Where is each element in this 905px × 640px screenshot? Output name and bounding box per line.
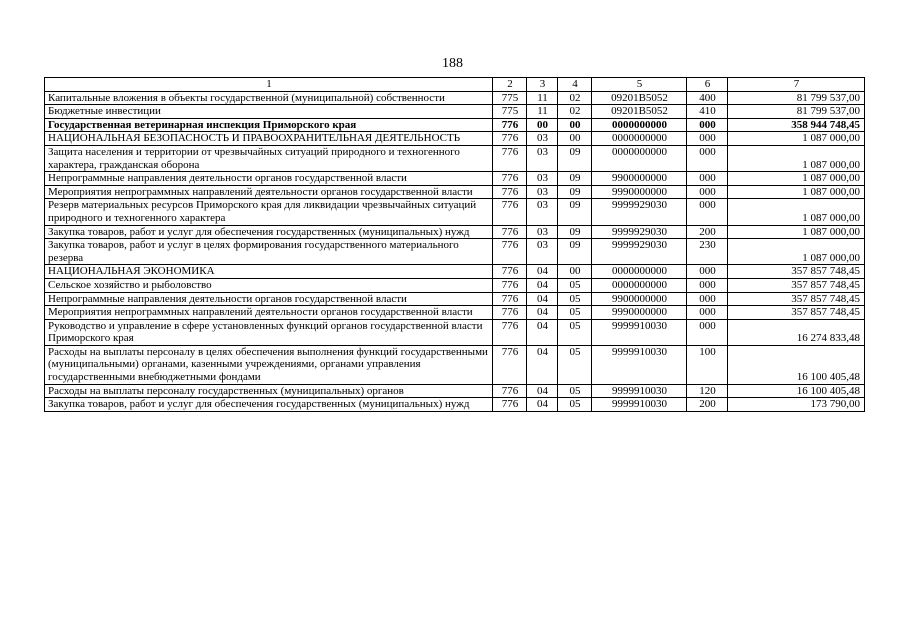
cell-code-4: 05: [558, 384, 592, 398]
cell-code-2: 776: [493, 172, 527, 186]
row-name-cell: Капитальные вложения в объекты государственной (муниципальной) собственности: [45, 91, 493, 105]
cell-code-5: 9999910030: [592, 345, 687, 384]
table-row: [45, 199, 865, 225]
row-amount-cell: 358 944 748,45: [728, 118, 865, 132]
row-amount-cell: 1 087 000,00: [728, 172, 865, 186]
cell-code-2: 776: [493, 398, 527, 412]
cell-code-2: 776: [493, 199, 527, 225]
cell-code-4: 00: [558, 265, 592, 279]
table-row: [45, 91, 865, 105]
cell-code-4: 09: [558, 145, 592, 171]
row-name-cell: Непрограммные направления деятельности органов государственной власти: [45, 172, 493, 186]
row-name-cell: Бюджетные инвестиции: [45, 105, 493, 119]
column-header: 1: [45, 78, 493, 92]
table-row: [45, 172, 865, 186]
cell-code-6: 000: [687, 185, 728, 199]
cell-code-6: 400: [687, 91, 728, 105]
cell-code-4: 09: [558, 185, 592, 199]
cell-code-3: 03: [527, 239, 558, 265]
cell-code-3: 04: [527, 306, 558, 320]
cell-code-4: 02: [558, 91, 592, 105]
cell-code-3: 03: [527, 185, 558, 199]
cell-code-2: 776: [493, 319, 527, 345]
cell-code-5: 09201B5052: [592, 91, 687, 105]
table-header-row: [45, 78, 865, 92]
table-row: [45, 345, 865, 384]
row-amount-cell: 357 857 748,45: [728, 278, 865, 292]
cell-code-2: 776: [493, 384, 527, 398]
row-amount-cell: 16 274 833,48: [728, 319, 865, 345]
cell-code-5: 9999910030: [592, 319, 687, 345]
column-header: 3: [527, 78, 558, 92]
cell-code-3: 03: [527, 199, 558, 225]
table-row: [45, 105, 865, 119]
cell-code-5: 09201B5052: [592, 105, 687, 119]
cell-code-4: 05: [558, 398, 592, 412]
cell-code-2: 775: [493, 105, 527, 119]
cell-code-6: 000: [687, 292, 728, 306]
cell-code-5: 0000000000: [592, 265, 687, 279]
cell-code-3: 03: [527, 172, 558, 186]
cell-code-6: 200: [687, 225, 728, 239]
table-row: [45, 185, 865, 199]
cell-code-6: 000: [687, 145, 728, 171]
cell-code-6: 120: [687, 384, 728, 398]
cell-code-6: 000: [687, 118, 728, 132]
cell-code-5: 0000000000: [592, 278, 687, 292]
row-amount-cell: 16 100 405,48: [728, 384, 865, 398]
cell-code-6: 000: [687, 278, 728, 292]
cell-code-4: 09: [558, 239, 592, 265]
cell-code-5: 0000000000: [592, 132, 687, 146]
row-amount-cell: 357 857 748,45: [728, 306, 865, 320]
cell-code-3: 04: [527, 384, 558, 398]
cell-code-6: 000: [687, 319, 728, 345]
cell-code-6: 000: [687, 199, 728, 225]
cell-code-6: 200: [687, 398, 728, 412]
cell-code-6: 410: [687, 105, 728, 119]
cell-code-5: 0000000000: [592, 145, 687, 171]
column-header: 6: [687, 78, 728, 92]
table-row: [45, 145, 865, 171]
cell-code-3: 04: [527, 398, 558, 412]
row-amount-cell: 81 799 537,00: [728, 105, 865, 119]
row-name-cell: Резерв материальных ресурсов Приморского края для ликвидации чрезвычайных ситуаций природного и техногенного характера: [45, 199, 493, 225]
cell-code-4: 00: [558, 118, 592, 132]
table-row: [45, 292, 865, 306]
row-name-cell: Расходы на выплаты персоналу государственных (муниципальных) органов: [45, 384, 493, 398]
cell-code-4: 05: [558, 278, 592, 292]
row-amount-cell: 173 790,00: [728, 398, 865, 412]
cell-code-4: 05: [558, 319, 592, 345]
cell-code-5: 9999910030: [592, 384, 687, 398]
table-row: [45, 225, 865, 239]
row-name-cell: Мероприятия непрограммных направлений деятельности органов государственной власти: [45, 306, 493, 320]
cell-code-3: 00: [527, 118, 558, 132]
cell-code-3: 04: [527, 319, 558, 345]
cell-code-5: 9900000000: [592, 172, 687, 186]
table-row: [45, 265, 865, 279]
cell-code-3: 03: [527, 225, 558, 239]
cell-code-2: 776: [493, 225, 527, 239]
table-row: [45, 306, 865, 320]
table-row: [45, 384, 865, 398]
cell-code-4: 05: [558, 345, 592, 384]
cell-code-6: 100: [687, 345, 728, 384]
cell-code-6: 000: [687, 265, 728, 279]
cell-code-2: 776: [493, 145, 527, 171]
column-header: 7: [728, 78, 865, 92]
column-header: 2: [493, 78, 527, 92]
row-name-cell: Руководство и управление в сфере установленных функций органов государственной власти Приморского края: [45, 319, 493, 345]
cell-code-2: 776: [493, 185, 527, 199]
table-row: [45, 278, 865, 292]
cell-code-6: 000: [687, 132, 728, 146]
cell-code-4: 09: [558, 172, 592, 186]
cell-code-5: 9990000000: [592, 306, 687, 320]
table-row: [45, 239, 865, 265]
cell-code-2: 776: [493, 132, 527, 146]
cell-code-3: 11: [527, 105, 558, 119]
cell-code-2: 776: [493, 306, 527, 320]
cell-code-5: 9999929030: [592, 225, 687, 239]
row-amount-cell: 1 087 000,00: [728, 132, 865, 146]
column-header: 4: [558, 78, 592, 92]
row-name-cell: Защита населения и территории от чрезвычайных ситуаций природного и техногенного характера, гражданская оборона: [45, 145, 493, 171]
row-amount-cell: 16 100 405,48: [728, 345, 865, 384]
cell-code-5: 9990000000: [592, 185, 687, 199]
cell-code-2: 776: [493, 278, 527, 292]
cell-code-5: 9900000000: [592, 292, 687, 306]
row-amount-cell: 81 799 537,00: [728, 91, 865, 105]
row-amount-cell: 357 857 748,45: [728, 292, 865, 306]
cell-code-4: 05: [558, 292, 592, 306]
cell-code-4: 02: [558, 105, 592, 119]
cell-code-3: 04: [527, 345, 558, 384]
cell-code-4: 09: [558, 199, 592, 225]
row-name-cell: НАЦИОНАЛЬНАЯ БЕЗОПАСНОСТЬ И ПРАВООХРАНИТЕЛЬНАЯ ДЕЯТЕЛЬНОСТЬ: [45, 132, 493, 146]
cell-code-3: 04: [527, 278, 558, 292]
page-number: 188: [442, 56, 463, 71]
cell-code-5: 9999929030: [592, 239, 687, 265]
cell-code-5: 9999910030: [592, 398, 687, 412]
cell-code-3: 03: [527, 145, 558, 171]
cell-code-2: 775: [493, 91, 527, 105]
row-amount-cell: 1 087 000,00: [728, 185, 865, 199]
cell-code-2: 776: [493, 239, 527, 265]
cell-code-6: 000: [687, 172, 728, 186]
cell-code-4: 05: [558, 306, 592, 320]
row-name-cell: Закупка товаров, работ и услуг в целях формирования государственного материального резерва: [45, 239, 493, 265]
cell-code-3: 04: [527, 292, 558, 306]
cell-code-5: 9999929030: [592, 199, 687, 225]
row-name-cell: Мероприятия непрограммных направлений деятельности органов государственной власти: [45, 185, 493, 199]
row-name-cell: Закупка товаров, работ и услуг для обеспечения государственных (муниципальных) нужд: [45, 398, 493, 412]
row-name-cell: Государственная ветеринарная инспекция Приморского края: [45, 118, 493, 132]
cell-code-4: 00: [558, 132, 592, 146]
table-row: [45, 398, 865, 412]
cell-code-6: 230: [687, 239, 728, 265]
cell-code-2: 776: [493, 118, 527, 132]
table-row: [45, 132, 865, 146]
row-amount-cell: 1 087 000,00: [728, 225, 865, 239]
cell-code-3: 03: [527, 132, 558, 146]
table-row: [45, 319, 865, 345]
column-header: 5: [592, 78, 687, 92]
cell-code-2: 776: [493, 265, 527, 279]
table-row: [45, 118, 865, 132]
cell-code-3: 04: [527, 265, 558, 279]
cell-code-2: 776: [493, 345, 527, 384]
row-amount-cell: 1 087 000,00: [728, 199, 865, 225]
cell-code-3: 11: [527, 91, 558, 105]
row-amount-cell: 1 087 000,00: [728, 145, 865, 171]
row-amount-cell: 357 857 748,45: [728, 265, 865, 279]
cell-code-4: 09: [558, 225, 592, 239]
cell-code-5: 0000000000: [592, 118, 687, 132]
budget-table: [44, 77, 865, 412]
row-name-cell: Расходы на выплаты персоналу в целях обеспечения выполнения функций государственными (муниципальными) органами, казенными учреждениями, органами управления государственными внебюджетными фондами: [45, 345, 493, 384]
row-name-cell: Сельское хозяйство и рыболовство: [45, 278, 493, 292]
cell-code-6: 000: [687, 306, 728, 320]
row-name-cell: Непрограммные направления деятельности органов государственной власти: [45, 292, 493, 306]
row-amount-cell: 1 087 000,00: [728, 239, 865, 265]
cell-code-2: 776: [493, 292, 527, 306]
row-name-cell: Закупка товаров, работ и услуг для обеспечения государственных (муниципальных) нужд: [45, 225, 493, 239]
row-name-cell: НАЦИОНАЛЬНАЯ ЭКОНОМИКА: [45, 265, 493, 279]
